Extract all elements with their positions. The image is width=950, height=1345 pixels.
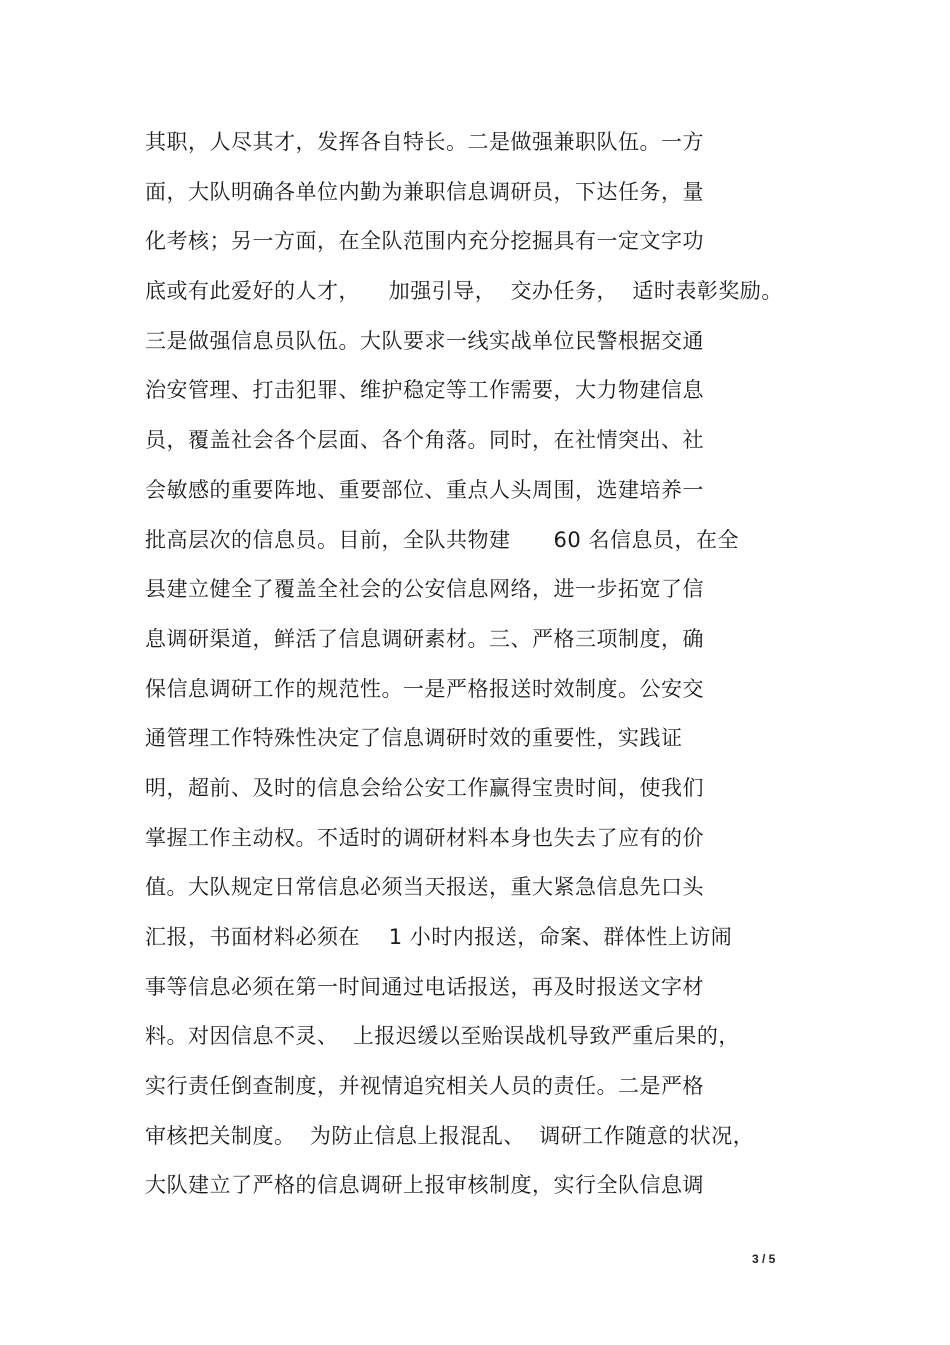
text-line: 大队建立了严格的信息调研上报审核制度，实行全队信息调 — [145, 1173, 704, 1198]
text-line: 保信息调研工作的规范性。一是严格报送时效制度。公安交 — [145, 676, 704, 701]
text-line: 底或有此爱好的人才， 加强引导， 交办任务， 适时表彰奖励。 — [145, 279, 783, 304]
text-line: 其职，人尽其才，发挥各自特长。二是做强兼职队伍。一方 — [145, 130, 704, 154]
text-line: 汇报，书面材料必须在 1 小时内报送，命案、群体性上访闹 — [145, 925, 733, 949]
text-line: 掌握工作主动权。不适时的调研材料本身也失去了应有的价 — [145, 825, 704, 850]
text-line: 县建立健全了覆盖全社会的公安信息网络，进一步拓宽了信 — [145, 577, 704, 602]
text-line: 事等信息必须在第一时间通过电话报送，再及时报送文字材 — [145, 974, 704, 999]
text-line: 员，覆盖社会各个层面、各个角落。同时，在社情突出、社 — [145, 428, 704, 453]
text-line: 通管理工作特殊性决定了信息调研时效的重要性，实践证 — [145, 726, 683, 751]
text-line: 审核把关制度。 为防止信息上报混乱、 调研工作随意的状况， — [145, 1123, 755, 1148]
text-line: 明，超前、及时的信息会给公安工作赢得宝贵时间，使我们 — [145, 775, 704, 800]
text-line: 息调研渠道，鲜活了信息调研素材。三、严格三项制度，确 — [145, 626, 704, 651]
page-number: 3 / 5 — [752, 1252, 776, 1266]
text-line: 三是做强信息员队伍。大队要求一线实战单位民警根据交通 — [145, 328, 704, 353]
text-line: 化考核；另一方面，在全队范围内充分挖掘具有一定文字功 — [145, 229, 704, 254]
body-text — [145, 124, 805, 1217]
text-line: 值。大队规定日常信息必须当天报送，重大紧急信息先口头 — [145, 875, 704, 900]
text-line: 批高层次的信息员。目前，全队共物建 60 名信息员，在全 — [145, 527, 739, 552]
text-line: 实行责任倒查制度，并视情追究相关人员的责任。二是严格 — [145, 1074, 704, 1099]
text-line: 面，大队明确各单位内勤为兼职信息调研员，下达任务，量 — [145, 179, 704, 204]
text-line: 会敏感的重要阵地、重要部位、重点人头周围，选建培养一 — [145, 477, 704, 502]
text-line: 料。对因信息不灵、 上报迟缓以至贻误战机导致严重后果的， — [145, 1024, 740, 1049]
text-line: 治安管理、打击犯罪、维护稳定等工作需要，大力物建信息 — [145, 378, 704, 403]
